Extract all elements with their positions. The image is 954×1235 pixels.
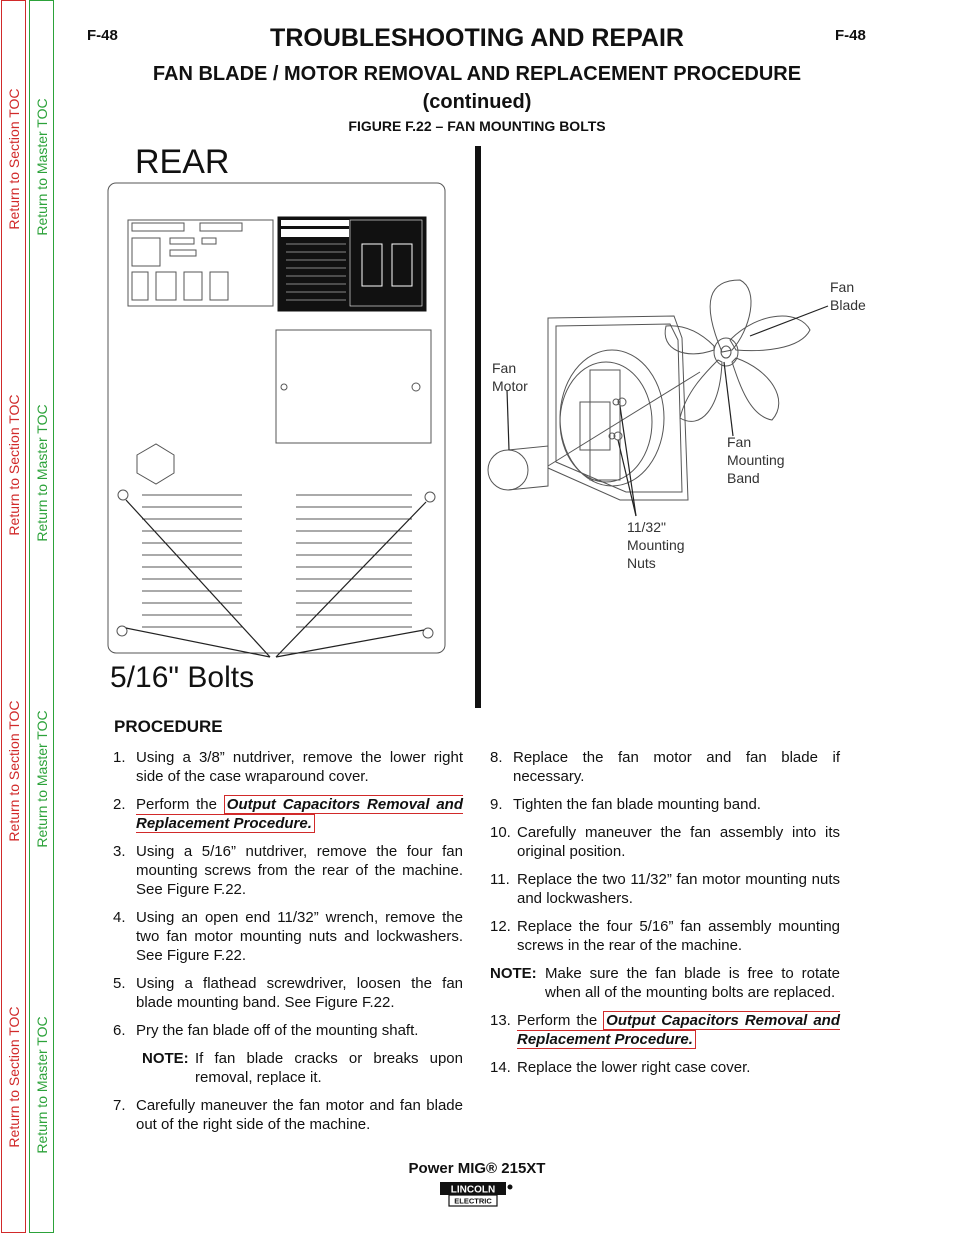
note-fan-blade: NOTE: If fan blade cracks or breaks upon removal, replace it. <box>142 1050 463 1086</box>
return-to-section-toc-link[interactable]: Return to Section TOC <box>5 700 22 842</box>
note-free-rotate: NOTE: Make sure the fan blade is free to rotate when all of the mounting bolts are replaced. <box>490 965 840 1001</box>
return-to-master-toc-link[interactable]: Return to Master TOC <box>33 404 50 542</box>
master-toc-sidebar <box>29 0 54 1233</box>
return-to-section-toc-link[interactable]: Return to Section TOC <box>5 1006 22 1148</box>
fan-mounting-figure <box>100 140 880 720</box>
procedure-column-left <box>113 748 463 1143</box>
step-3: 3. Using a 5/16” nutdriver, remove the four fan mounting screws from the rear of the machine. See Figure F.22. <box>113 843 463 898</box>
bolt-lower-right <box>423 628 433 638</box>
step-7: 7. Carefully maneuver the fan motor and fan blade out of the right side of the machine. <box>113 1097 463 1133</box>
step-14: 14. Replace the lower right case cover. <box>490 1059 751 1076</box>
procedure-column-right <box>490 748 840 1086</box>
step-2: 2. Perform the Output Capacitors Removal and Replacement Procedure. <box>113 796 464 832</box>
return-to-section-toc-link[interactable]: Return to Section TOC <box>5 88 22 230</box>
step-12: 12. Replace the four 5/16” fan assembly mounting screws in the rear of the machine. <box>490 918 840 954</box>
lincoln-electric-logo <box>439 1181 514 1207</box>
output-capacitors-link[interactable]: Output Capacitors Removal and Replacement Procedure. <box>136 796 464 832</box>
figure-divider <box>475 146 481 708</box>
section-toc-sidebar <box>1 0 26 1233</box>
step-6: 6. Pry the fan blade off of the mounting shaft. <box>113 1022 419 1039</box>
bolts-label: 5/16" Bolts <box>110 661 255 694</box>
page-title: TROUBLESHOOTING AND REPAIR <box>270 24 684 52</box>
procedure-title-line1: FAN BLADE / MOTOR REMOVAL AND REPLACEMENT PROCEDURE <box>152 63 802 85</box>
step-10: 10. Carefully maneuver the fan assembly into its original position. <box>490 824 840 860</box>
fan-blade-label: Fan Blade <box>830 279 866 313</box>
step-5: 5. Using a flathead screwdriver, loosen the fan blade mounting band. See Figure F.22. <box>113 975 463 1011</box>
return-to-master-toc-link[interactable]: Return to Master TOC <box>33 710 50 848</box>
return-to-master-toc-link[interactable]: Return to Master TOC <box>33 1016 50 1154</box>
rear-label: REAR <box>135 143 230 181</box>
logo-text-top: LINCOLN <box>450 1184 496 1196</box>
step-4: 4. Using an open end 11/32” wrench, remove the two fan motor mounting nuts and lockwashers. See Figure F.22. <box>113 909 463 964</box>
bolt-upper-left <box>118 490 128 500</box>
step-11: 11. Replace the two 11/32” fan motor mounting nuts and lockwashers. <box>490 871 840 907</box>
procedure-title <box>100 60 854 116</box>
procedure-heading: PROCEDURE <box>114 717 223 736</box>
footer-model: Power MIG® 215XT <box>408 1160 546 1177</box>
page-number-right: F-48 <box>835 27 866 44</box>
mounting-nuts-label: 11/32" Mounting Nuts <box>627 519 685 571</box>
bolt-upper-right <box>425 492 435 502</box>
bolt-lower-left <box>117 626 127 636</box>
procedure-title-line2: (continued) <box>422 91 532 113</box>
fan-motor-label: Fan Motor <box>492 360 528 394</box>
output-capacitors-link[interactable]: Output Capacitors Removal and Replacement Procedure. <box>517 1012 840 1048</box>
step-13: 13. Perform the Output Capacitors Removal and Replacement Procedure. <box>490 1012 840 1048</box>
logo-text-bottom: ELECTRIC <box>454 1196 492 1206</box>
fan-mounting-band-label: Fan Mounting Band <box>727 434 785 486</box>
page-number-left: F-48 <box>87 27 118 44</box>
figure-caption: FIGURE F.22 – FAN MOUNTING BOLTS <box>348 118 606 134</box>
step-9: 9. Tighten the fan blade mounting band. <box>490 796 761 813</box>
return-to-section-toc-link[interactable]: Return to Section TOC <box>5 394 22 536</box>
step-1: 1. Using a 3/8” nutdriver, remove the lower right side of the case wraparound cover. <box>113 749 463 785</box>
step-8: 8. Replace the fan motor and fan blade if necessary. <box>490 749 840 785</box>
return-to-master-toc-link[interactable]: Return to Master TOC <box>33 98 50 236</box>
rear-panel-drawing <box>108 183 445 653</box>
